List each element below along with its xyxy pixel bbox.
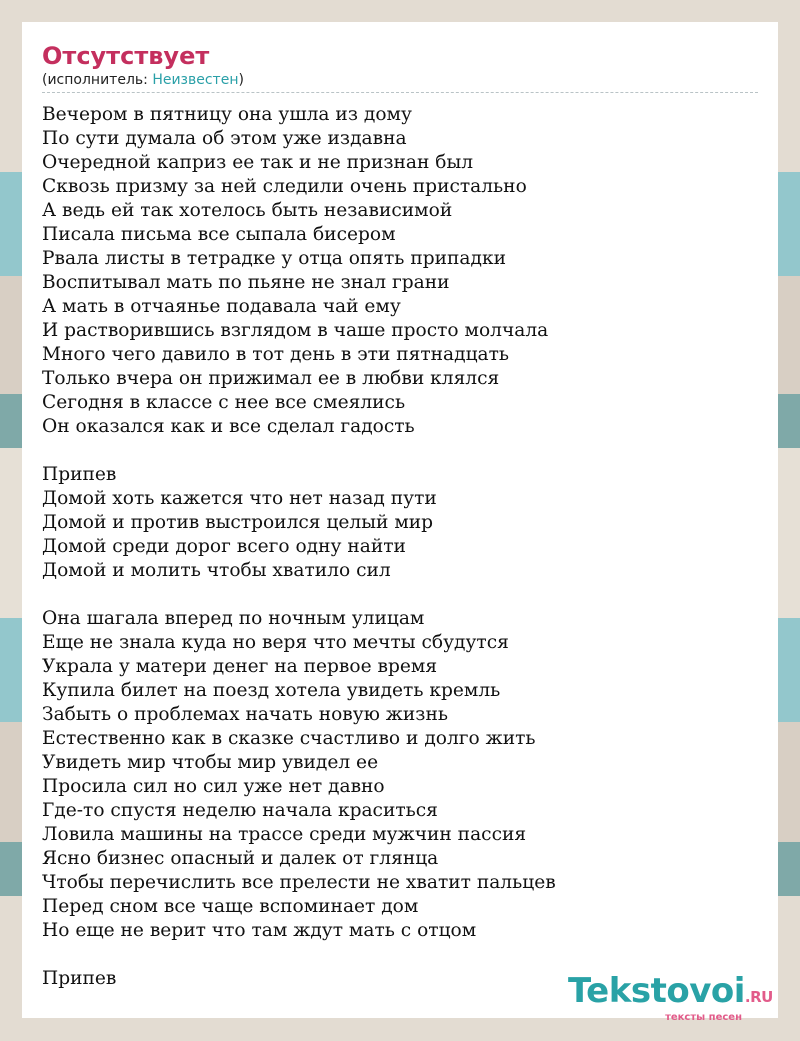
lyric-line: Перед сном все чаще вспоминает дом bbox=[42, 896, 419, 917]
lyric-line: Он оказался как и все сделал гадость bbox=[42, 416, 415, 437]
lyric-line: Сегодня в классе с нее все смеялись bbox=[42, 392, 406, 413]
lyric-line: Увидеть мир чтобы мир увидел ее bbox=[42, 752, 379, 773]
lyric-line: Сквозь призму за ней следили очень пристально bbox=[42, 176, 527, 197]
lyric-line: Домой и молить чтобы хватило сил bbox=[42, 560, 391, 581]
lyric-line: Чтобы перечислить все прелести не хватит пальцев bbox=[42, 872, 556, 893]
lyric-line: Ясно бизнес опасный и далек от глянца bbox=[42, 848, 439, 869]
lyric-line: Очередной каприз ее так и не признан был bbox=[42, 152, 474, 173]
logo-tld: .RU bbox=[744, 988, 773, 1006]
lyric-line: Она шагала вперед по ночным улицам bbox=[42, 608, 425, 629]
lyric-line: Воспитывал мать по пьяне не знал грани bbox=[42, 272, 450, 293]
lyric-line: А ведь ей так хотелось быть независимой bbox=[42, 200, 453, 221]
lyric-line: Ловила машины на трассе среди мужчин пассия bbox=[42, 824, 527, 845]
lyric-line: По сути думала об этом уже издавна bbox=[42, 128, 407, 149]
lyric-line bbox=[42, 583, 758, 607]
lyric-line bbox=[42, 943, 758, 967]
lyric-line: Еще не знала куда но веря что мечты сбудутся bbox=[42, 632, 509, 653]
lyric-line: А мать в отчаянье подавала чай ему bbox=[42, 296, 401, 317]
lyric-line: Домой и против выстроился целый мир bbox=[42, 512, 434, 533]
lyric-line: Где-то спустя неделю начала краситься bbox=[42, 800, 438, 821]
lyric-line: Но еще не верит что там ждут мать с отцом bbox=[42, 920, 477, 941]
lyric-line: Украла у матери денег на первое время bbox=[42, 656, 438, 677]
lyric-line: Просила сил но сил уже нет давно bbox=[42, 776, 385, 797]
lyric-line: Забыть о проблемах начать новую жизнь bbox=[42, 704, 448, 725]
artist-line bbox=[42, 70, 758, 93]
artist-prefix: (исполнитель: bbox=[42, 72, 153, 88]
lyric-line: Писала письма все сыпала бисером bbox=[42, 224, 396, 245]
lyric-line bbox=[42, 439, 758, 463]
lyric-line: Припев bbox=[42, 968, 117, 989]
lyric-line: Домой хоть кажется что нет назад пути bbox=[42, 488, 437, 509]
site-logo[interactable] bbox=[568, 972, 778, 1023]
lyric-line: Естественно как в сказке счастливо и долго жить bbox=[42, 728, 536, 749]
lyric-line: Припев bbox=[42, 464, 117, 485]
lyric-line: Много чего давило в тот день в эти пятнадцать bbox=[42, 344, 510, 365]
lyrics-text bbox=[42, 103, 758, 991]
lyric-line: Вечером в пятницу она ушла из дому bbox=[42, 104, 412, 125]
logo-tagline: тексты песен bbox=[665, 1012, 742, 1023]
lyric-line: Рвала листы в тетрадке у отца опять припадки bbox=[42, 248, 506, 269]
lyric-line: И растворившись взглядом в чаше просто молчала bbox=[42, 320, 549, 341]
logo-name: Tekstovoi bbox=[568, 971, 745, 1011]
lyric-line: Только вчера он прижимал ее в любви клялся bbox=[42, 368, 500, 389]
lyrics-card bbox=[22, 22, 778, 1023]
artist-link[interactable]: Неизвестен bbox=[152, 72, 239, 88]
song-title: Отсутствует bbox=[42, 42, 210, 70]
artist-suffix: ) bbox=[238, 72, 244, 88]
lyric-line: Купила билет на поезд хотела увидеть кремль bbox=[42, 680, 501, 701]
lyric-line: Домой среди дорог всего одну найти bbox=[42, 536, 406, 557]
